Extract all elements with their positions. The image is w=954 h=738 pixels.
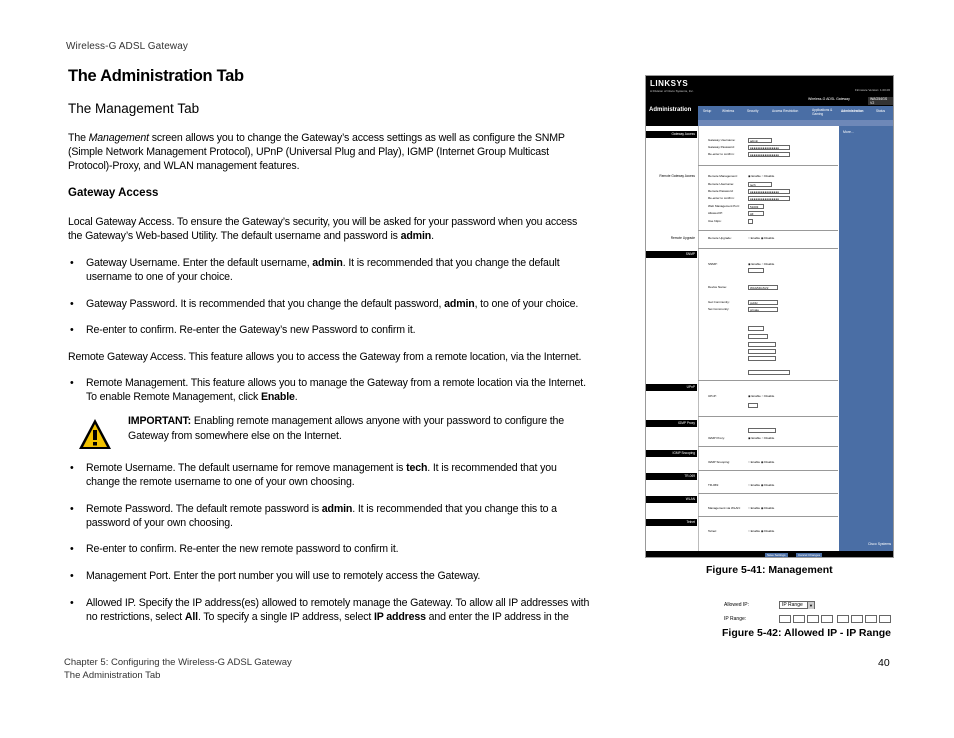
- allowed-ip-select[interactable]: IP Range ▼: [779, 601, 815, 609]
- ip-range-screenshot: [722, 598, 897, 624]
- row-label: Remote Username:: [708, 182, 735, 186]
- row-label: SNMP:: [708, 262, 718, 266]
- gateway-password-input[interactable]: ●●●●●●●●●●●●●●●●: [748, 145, 790, 150]
- ip-octet-input[interactable]: [851, 615, 863, 623]
- section-upnp: UPnP: [646, 384, 697, 391]
- important-note: IMPORTANT: Enabling remote management allows anyone with your password to configure the Gateway from somewhere else on the Internet.: [128, 415, 565, 442]
- snmp-field[interactable]: [748, 334, 768, 339]
- trap-ip-input[interactable]: [748, 370, 790, 375]
- intro-paragraph: The Management screen allows you to change the Gateway’s access settings as well as configure the SNMP (Simple Network Management Protocol), UPnP (Universal Plug and Play), IGMP (Internet Group Multicast Protocol)-Proxy, and WLAN management features.: [68, 132, 565, 173]
- list-item: • Re-enter to confirm. Re-enter the new remote password to confirm it.: [68, 542, 593, 556]
- tab-wireless[interactable]: Wireless: [722, 109, 735, 113]
- row-label: IGMP Snooping:: [708, 460, 730, 464]
- row-label: Gateway Password:: [708, 145, 735, 149]
- divider: [698, 416, 838, 417]
- row-label: Remote Management:: [708, 174, 738, 178]
- ip-range-label: IP Range:: [724, 616, 747, 622]
- save-settings-button[interactable]: Save Settings: [767, 553, 786, 557]
- section-name: Administration: [649, 107, 692, 113]
- tab-administration[interactable]: Administration: [841, 109, 864, 113]
- list-item: • Remote Username. The default username for remove management is tech. It is recommended that you change the remote username to one of your own choosing.: [68, 461, 593, 489]
- row-label: Web Management Port:: [708, 204, 740, 208]
- row-label: TR-069:: [708, 483, 719, 487]
- section-tr069: TR-069: [646, 473, 697, 480]
- snmp-field[interactable]: [748, 342, 776, 347]
- row-label: Remote Upgrade:: [708, 236, 732, 240]
- section-remote-upgrade: Remote Upgrade: [670, 236, 695, 240]
- tab-status[interactable]: Status: [876, 109, 886, 113]
- running-header: Wireless-G ADSL Gateway: [66, 41, 188, 52]
- divider: [698, 493, 838, 494]
- tr069-radio[interactable]: ○ Enable ◉ Disable: [748, 483, 775, 487]
- section-title: The Administration Tab: [68, 67, 244, 85]
- linksys-logo: LINKSYS: [650, 79, 689, 88]
- row-label: Telnet:: [708, 529, 717, 533]
- footer-chapter: Chapter 5: Configuring the Wireless-G ADSL Gateway: [64, 657, 292, 668]
- use-https-checkbox[interactable]: [748, 219, 753, 224]
- help-column: [839, 126, 894, 551]
- row-label: Allowed IP:: [708, 211, 724, 215]
- list-item: • Allowed IP. Specify the IP address(es) allowed to remotely manage the Gateway. To allow all IP addresses with no restrictions, select All. To specify a single IP address, select IP address and enter the IP address in the: [68, 596, 593, 624]
- divider: [698, 446, 838, 447]
- ip-octet-input[interactable]: [879, 615, 891, 623]
- igmp-snooping-radio[interactable]: ○ Enable ◉ Disable: [748, 460, 775, 464]
- row-label: Re-enter to confirm:: [708, 196, 735, 200]
- management-screenshot: [645, 75, 894, 558]
- snmp-select[interactable]: [748, 268, 764, 273]
- remote-management-radio[interactable]: ◉ Enable ○ Disable: [748, 174, 775, 178]
- ip-octet-input[interactable]: [837, 615, 849, 623]
- footer-section: The Administration Tab: [64, 669, 161, 681]
- divider: [698, 248, 838, 249]
- row-label: IGMP Proxy:: [708, 436, 725, 440]
- device-name-input[interactable]: WAG54GSV2: [748, 285, 778, 290]
- figure-caption: Figure 5-41: Management: [706, 564, 833, 576]
- row-label: Management via WLAN:: [708, 506, 741, 510]
- section-remote-access: Remote Gateway Access: [659, 174, 695, 178]
- snmp-field[interactable]: [748, 326, 764, 331]
- section-igmp-proxy: IGMP Proxy: [646, 420, 697, 427]
- ip-octet-input[interactable]: [807, 615, 819, 623]
- upnp-radio[interactable]: ◉ Enable ○ Disable: [748, 394, 775, 398]
- row-label: Remote Password:: [708, 189, 734, 193]
- section-gateway-access: Gateway Access: [646, 131, 697, 138]
- row-label: Set Community:: [708, 307, 730, 311]
- remote-password-input[interactable]: ●●●●●●●●●●●●●●●●: [748, 189, 790, 194]
- allowed-ip-label: Allowed IP:: [724, 602, 750, 608]
- gateway-confirm-input[interactable]: ●●●●●●●●●●●●●●●●: [748, 152, 790, 157]
- divider: [698, 516, 838, 517]
- gateway-username-input[interactable]: admin: [748, 138, 772, 143]
- list-item: • Re-enter to confirm. Re-enter the Gateway’s new Password to confirm it.: [68, 323, 593, 337]
- row-label: Use https:: [708, 219, 722, 223]
- ip-octet-input[interactable]: [865, 615, 877, 623]
- gateway-access-heading: Gateway Access: [68, 187, 159, 199]
- cisco-logo: Cisco Systems: [868, 542, 892, 546]
- logo-subtitle: A Division of Cisco Systems, Inc.: [650, 89, 694, 93]
- remote-upgrade-radio[interactable]: ○ Enable ◉ Disable: [748, 236, 775, 240]
- list-item: • Remote Password. The default remote password is admin. It is recommended that you change this to a password of your own choosing.: [68, 502, 593, 530]
- divider: [698, 470, 838, 471]
- wlan-management-radio[interactable]: ○ Enable ◉ Disable: [748, 506, 775, 510]
- get-community-input[interactable]: public: [748, 300, 778, 305]
- section-telnet: Telnet: [646, 519, 697, 526]
- list-item: • Remote Management. This feature allows you to manage the Gateway from a remote location via the Internet. To enable Remote Management, click Enable.: [68, 376, 593, 404]
- igmp-proxy-radio[interactable]: ◉ Enable ○ Disable: [748, 436, 775, 440]
- section-snmp: SNMP: [646, 251, 697, 258]
- figure-caption: Figure 5-42: Allowed IP - IP Range: [722, 627, 892, 639]
- list-item: • Management Port. Enter the port number you will use to remotely access the Gateway.: [68, 569, 593, 583]
- snmp-field[interactable]: [748, 349, 776, 354]
- divider: [698, 165, 838, 166]
- chevron-down-icon: ▼: [807, 602, 814, 609]
- divider: [698, 230, 838, 231]
- section-igmp-snooping: IGMP Snooping: [646, 450, 697, 457]
- tab-applications-gaming[interactable]: Applications & Gaming: [812, 108, 833, 116]
- left-column: [646, 126, 697, 558]
- page-number: 40: [878, 657, 890, 669]
- set-community-input[interactable]: private: [748, 307, 778, 312]
- pvc-select[interactable]: [748, 428, 776, 433]
- ip-octet-input[interactable]: [793, 615, 805, 623]
- remote-access-paragraph: Remote Gateway Access. This feature allows you to access the Gateway from a remote location, via the Internet.: [68, 351, 582, 363]
- footer: [64, 657, 292, 682]
- upnp-select[interactable]: [748, 403, 758, 408]
- product-name: Wireless-G ADSL Gateway: [808, 97, 850, 101]
- list-item: • Gateway Password. It is recommended that you change the default password, admin, to one of your choice.: [68, 297, 593, 311]
- tab-security[interactable]: Security: [747, 109, 759, 113]
- local-access-paragraph: Local Gateway Access. To ensure the Gateway’s security, you will be asked for your password when you access the Gateway’s Web-based Utility. The default username and password is admin.: [68, 216, 578, 243]
- subsection-title: The Management Tab: [68, 101, 200, 116]
- row-label: Re-enter to confirm:: [708, 152, 735, 156]
- ip-octet-input[interactable]: [779, 615, 791, 623]
- row-label: Gateway Username:: [708, 138, 736, 142]
- tab-access-restriction[interactable]: Access Restriction: [772, 109, 799, 113]
- tab-setup[interactable]: Setup: [703, 109, 712, 113]
- model-name: WAG54GS V2: [868, 97, 893, 105]
- divider: [698, 380, 838, 381]
- ip-octet-input[interactable]: [821, 615, 833, 623]
- row-label: Device Name:: [708, 285, 727, 289]
- row-label: Get Community:: [708, 300, 730, 304]
- snmp-field[interactable]: [748, 356, 776, 361]
- section-wlan: WLAN: [646, 496, 697, 503]
- management-port-input[interactable]: 51003: [748, 204, 764, 209]
- cancel-changes-button[interactable]: Cancel Changes: [798, 553, 821, 557]
- remote-username-input[interactable]: tech: [748, 182, 772, 187]
- remote-confirm-input[interactable]: ●●●●●●●●●●●●●●●●: [748, 196, 790, 201]
- list-item: • Gateway Username. Enter the default username, admin. It is recommended that you change the default username to one of your choice.: [68, 256, 593, 284]
- row-label: UPnP:: [708, 394, 717, 398]
- warning-icon: [78, 418, 112, 450]
- help-link[interactable]: More...: [843, 130, 854, 134]
- allowed-ip-select[interactable]: All: [748, 211, 764, 216]
- snmp-radio[interactable]: ◉ Enable ○ Disable: [748, 262, 775, 266]
- firmware-version: Firmware Version: 1.00.06: [854, 88, 890, 92]
- telnet-radio[interactable]: ○ Enable ◉ Disable: [748, 529, 775, 533]
